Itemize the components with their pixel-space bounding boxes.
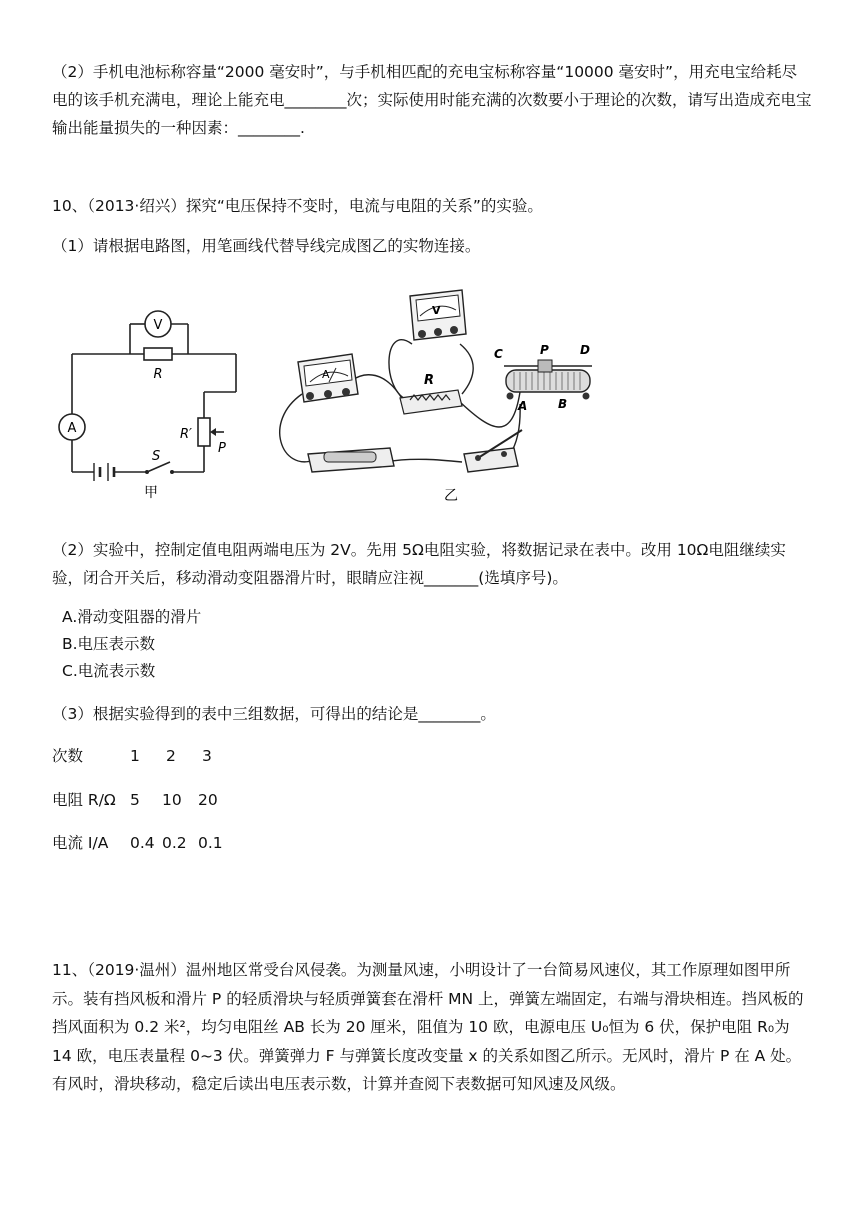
table-row-label: 电阻 R/Ω	[52, 791, 116, 809]
q10-part2-paragraph	[52, 536, 812, 592]
table-row	[52, 744, 238, 766]
q9-part2-text-c: .	[300, 119, 305, 137]
apparatus-rheostat-a-label: A	[518, 399, 528, 413]
table-row	[52, 831, 234, 853]
table-cell: 5	[130, 791, 140, 809]
table-cell: 0.2	[162, 834, 187, 852]
q9-part2-text-a: （2）手机电池标称容量“2000 毫安时”，与手机相匹配的充电宝标称容量“10000 毫安时”，用充电宝给耗尽电的该手机充满电，理论上能充电	[52, 63, 798, 109]
table-cell: 10	[162, 791, 182, 809]
q9-answer-blank-1: ________	[284, 91, 347, 109]
apparatus-rheostat	[494, 343, 592, 413]
q10-part3-text-a: （3）根据实验得到的表中三组数据，可得出的结论是	[52, 705, 419, 723]
figure-caption-jia: 甲	[144, 485, 158, 501]
apparatus-ammeter	[298, 354, 358, 402]
apparatus-ammeter-label: A	[322, 368, 330, 381]
apparatus-rheostat-d-label: D	[580, 343, 590, 357]
apparatus-resistor	[400, 373, 462, 414]
apparatus-rheostat-b-label: B	[558, 397, 568, 411]
q10-part2-text-b: (选填序号)。	[478, 569, 568, 587]
table-row-label: 次数	[52, 747, 84, 765]
table-cell: 0.4	[130, 834, 155, 852]
q9-part2-text-b: 次；实际使用时能充满的次数要小于理论的次数，请写出造成充电宝输出能量损失的一种因素：	[52, 91, 812, 137]
table-row-label: 电流 I/A	[52, 834, 109, 852]
table-cell: 2	[166, 747, 176, 765]
table-row	[52, 788, 234, 810]
apparatus-voltmeter	[410, 290, 466, 340]
q10-option-c: C.电流表示数	[62, 662, 156, 680]
q9-answer-blank-2: ________	[238, 119, 301, 137]
q10-part1: （1）请根据电路图，用笔画线代替导线完成图乙的实物连接。	[52, 237, 481, 255]
q10-part3-answer-blank: ________	[418, 705, 481, 723]
schematic-resistor-label: R	[153, 367, 163, 382]
apparatus-resistor-label: R	[424, 373, 435, 388]
apparatus-rheostat-p-label: P	[540, 343, 549, 357]
apparatus-voltmeter-label: V	[432, 304, 441, 317]
schematic-switch-label: S	[152, 449, 161, 464]
table-cell: 20	[198, 791, 218, 809]
schematic-slider-label: P	[218, 441, 226, 456]
schematic-voltmeter-label: V	[153, 318, 163, 333]
circuit-figure-svg	[52, 282, 612, 510]
schematic-rheostat-label: R′	[180, 427, 192, 442]
apparatus-rheostat-c-label: C	[494, 347, 503, 361]
q10-option-a: A.滑动变阻器的滑片	[62, 608, 202, 626]
apparatus-battery	[308, 448, 394, 472]
table-cell: 1	[130, 747, 140, 765]
q10-heading: 10、（2013·绍兴）探究“电压保持不变时，电流与电阻的关系”的实验。	[52, 197, 543, 215]
q10-part3-text-b: 。	[480, 705, 496, 723]
apparatus-switch	[464, 430, 522, 472]
circuit-figure	[52, 282, 612, 510]
q11-paragraph: 11、（2019·温州）温州地区常受台风侵袭。为测量风速，小明设计了一台简易风速仪，其工作原理如图甲所示。装有挡风板和滑片 P 的轻质滑块与轻质弹簧套在滑杆 MN 上，弹簧左端固定，右端与滑块相连。挡风板的挡风面积为 0.2 米²，均匀电阻丝 AB 长为 20 厘米，阻值为 10 欧，电源电压 U₀恒为 6 伏，保护电阻 R₀为 14 欧，电压表量程 0~3 伏。弹簧弹力 F 与弹簧长度改变量 x 的关系如图乙所示。无风时，滑片 P 在 A 处。有风时，滑块移动，稳定后读出电压表示数，计算并查阅下表数据可知风速及风级。	[52, 961, 804, 1093]
q10-option-b: B.电压表示数	[62, 635, 156, 653]
table-cell: 3	[202, 747, 212, 765]
schematic-ammeter-label: A	[67, 421, 77, 436]
q9-part2-paragraph	[52, 58, 812, 142]
figure-caption-yi: 乙	[444, 488, 458, 504]
q10-part3-paragraph	[52, 700, 812, 728]
table-cell: 0.1	[198, 834, 223, 852]
apparatus-wires	[280, 340, 520, 465]
q10-part2-text-a: （2）实验中，控制定值电阻两端电压为 2V。先用 5Ω电阻实验，将数据记录在表中。改用 10Ω电阻继续实验，闭合开关后，移动滑动变阻器滑片时，眼睛应注视	[52, 541, 786, 587]
q10-part2-answer-blank: _______	[424, 569, 479, 587]
